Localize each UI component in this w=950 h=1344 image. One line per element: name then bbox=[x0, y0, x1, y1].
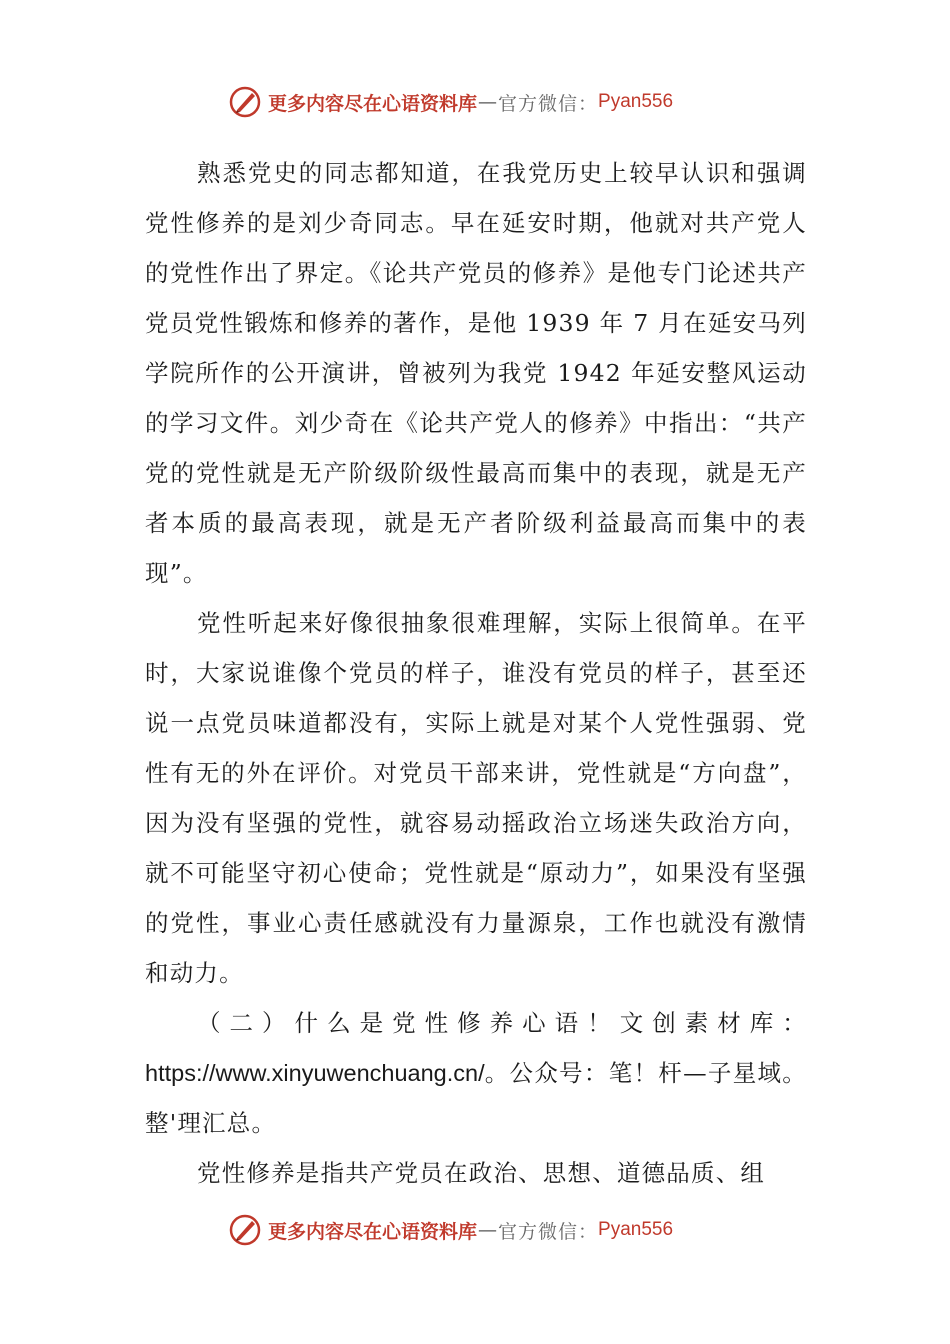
paragraph-3: 党性修养是指共产党员在政治、思想、道德品质、组 bbox=[197, 1159, 766, 1187]
section-heading-url: https://www.xinyuwenchuang.cn/ bbox=[145, 1060, 485, 1086]
section-heading bbox=[145, 998, 807, 1148]
wechat-label: 官方微信： bbox=[498, 1220, 599, 1243]
paragraph-2: 党性听起来好像很抽象很难理解，实际上很简单。在平时，大家说谁像个党员的样子，谁没有党员的样子，甚至还说一点党员味道都没有，实际上就是对某个人党性强弱、党性有无的外在评价。对党员干部来讲，党性就是“方向盘”，因为没有坚强的党性，就容易动摇政治立场迷失政治方向，就不可能坚守初心使命；党性就是“原动力”，如果没有坚强的党性，事业心责任感就没有力量源泉，工作也就没有激情和动力。 bbox=[145, 609, 807, 987]
pen-logo-icon bbox=[228, 1213, 262, 1247]
document-body bbox=[145, 148, 807, 1198]
section-heading-prefix: （二）什么是党性修养心语！文创素材库： bbox=[197, 1009, 807, 1037]
header-banner bbox=[228, 82, 673, 122]
pen-logo-icon bbox=[228, 85, 262, 119]
brand-text: 更多内容尽在心语资料库 bbox=[268, 1220, 478, 1243]
footer-banner bbox=[228, 1210, 673, 1250]
wechat-id: Pyan556 bbox=[598, 91, 674, 112]
paragraph-1: 熟悉党史的同志都知道，在我党历史上较早认识和强调党性修养的是刘少奇同志。早在延安时期，他就对共产党人的党性作出了界定。《论共产党员的修养》是他专门论述共产党员党性锻炼和修养的著作，是他 1939 年 7 月在延安马列学院所作的公开演讲，曾被列为我党 1942 年延安整风运动的学习文件。刘少奇在《论共产党人的修养》中指出：“共产党的党性就是无产阶级阶级性最高而集中的表现，就是无产者本质的最高表现，就是无产者阶级利益最高而集中的表现”。 bbox=[145, 159, 807, 587]
brand-text: 更多内容尽在心语资料库 bbox=[268, 92, 478, 115]
banner-separator: — bbox=[478, 91, 498, 113]
section-heading-suffix: 。公众号：笔！杆—子星域。整'理汇总。 bbox=[145, 1059, 807, 1137]
banner-separator: — bbox=[478, 1219, 498, 1241]
wechat-label: 官方微信： bbox=[498, 92, 599, 115]
wechat-id: Pyan556 bbox=[598, 1219, 674, 1240]
